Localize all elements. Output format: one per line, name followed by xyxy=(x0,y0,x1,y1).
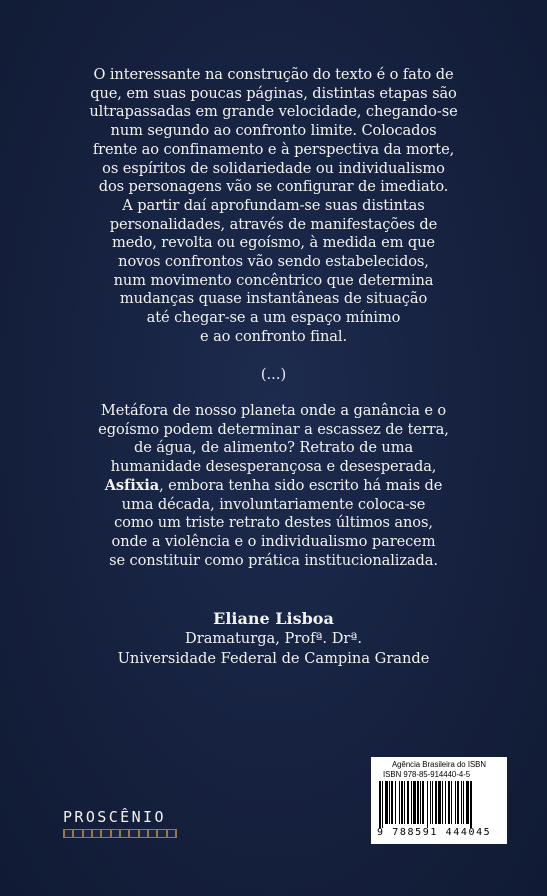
text-line: onde a violência e o individualismo parecem xyxy=(111,532,436,550)
author-role: Dramaturga, Profª. Drª. xyxy=(185,630,362,647)
text-line: que, em suas poucas páginas, distintas etapas são xyxy=(90,84,457,102)
blurb-paragraph-1 xyxy=(60,66,487,347)
publisher-name: PROSCÊNIO xyxy=(63,808,166,826)
text-line: uma década, involuntariamente coloca-se xyxy=(121,495,426,513)
author-institution: Universidade Federal de Campina Grande xyxy=(117,650,430,667)
text-line: frente ao confinamento e à perspectiva da morte, xyxy=(92,140,455,158)
barcode xyxy=(377,781,501,828)
blurb-paragraph-2 xyxy=(60,402,487,570)
isbn-digits: 9 788591 444045 xyxy=(377,827,492,838)
text-line: egoísmo podem determinar a escassez de terra, xyxy=(98,420,449,438)
text-line: personalidades, através de manifestações de xyxy=(109,215,438,233)
text-line: os espíritos de solidariedade ou individualismo xyxy=(102,159,445,177)
text-line: O interessante na construção do texto é o fato de xyxy=(93,66,454,83)
text-line: humanidade desesperançosa e desesperada, xyxy=(110,458,437,476)
isbn-agency: Agência Brasileira do ISBN xyxy=(391,760,487,769)
text-line: mudanças quase instantâneas de situação xyxy=(119,290,428,308)
text-line: e ao confronto final. xyxy=(200,327,347,345)
author-name: Eliane Lisboa xyxy=(213,609,334,628)
text-line: como um triste retrato destes últimos anos, xyxy=(114,514,433,532)
film-strip-icon xyxy=(63,829,177,838)
text-fragment: , embora tenha sido escrito há mais de xyxy=(159,476,443,494)
isbn-box xyxy=(371,757,507,844)
ellipsis: (...) xyxy=(260,366,287,383)
text-line: de água, de alimento? Retrato de uma xyxy=(133,439,414,457)
text-line: num segundo ao confronto limite. Colocados xyxy=(110,122,437,140)
text-line: até chegar-se a um espaço mínimo xyxy=(146,309,401,327)
text-line: se constituir como prática institucionalizada. xyxy=(109,551,438,569)
book-title: Asfixia xyxy=(104,476,160,494)
text-line: medo, revolta ou egoísmo, à medida em que xyxy=(112,234,435,252)
text-line: Metáfora de nosso planeta onde a ganância e o xyxy=(100,402,447,419)
publisher-logo xyxy=(63,808,179,838)
text-line: A partir daí aprofundam-se suas distintas xyxy=(122,196,425,214)
text-line: ultrapassadas em grande velocidade, chegando-se xyxy=(89,103,458,121)
text-line: num movimento concêntrico que determina xyxy=(113,271,434,289)
isbn-number: ISBN 978-85-914440-4-5 xyxy=(383,770,471,779)
text-line: novos confrontos vão sendo estabelecidos, xyxy=(118,253,429,271)
text-line: dos personagens vão se configurar de imediato. xyxy=(98,178,449,196)
text-line xyxy=(60,477,487,496)
